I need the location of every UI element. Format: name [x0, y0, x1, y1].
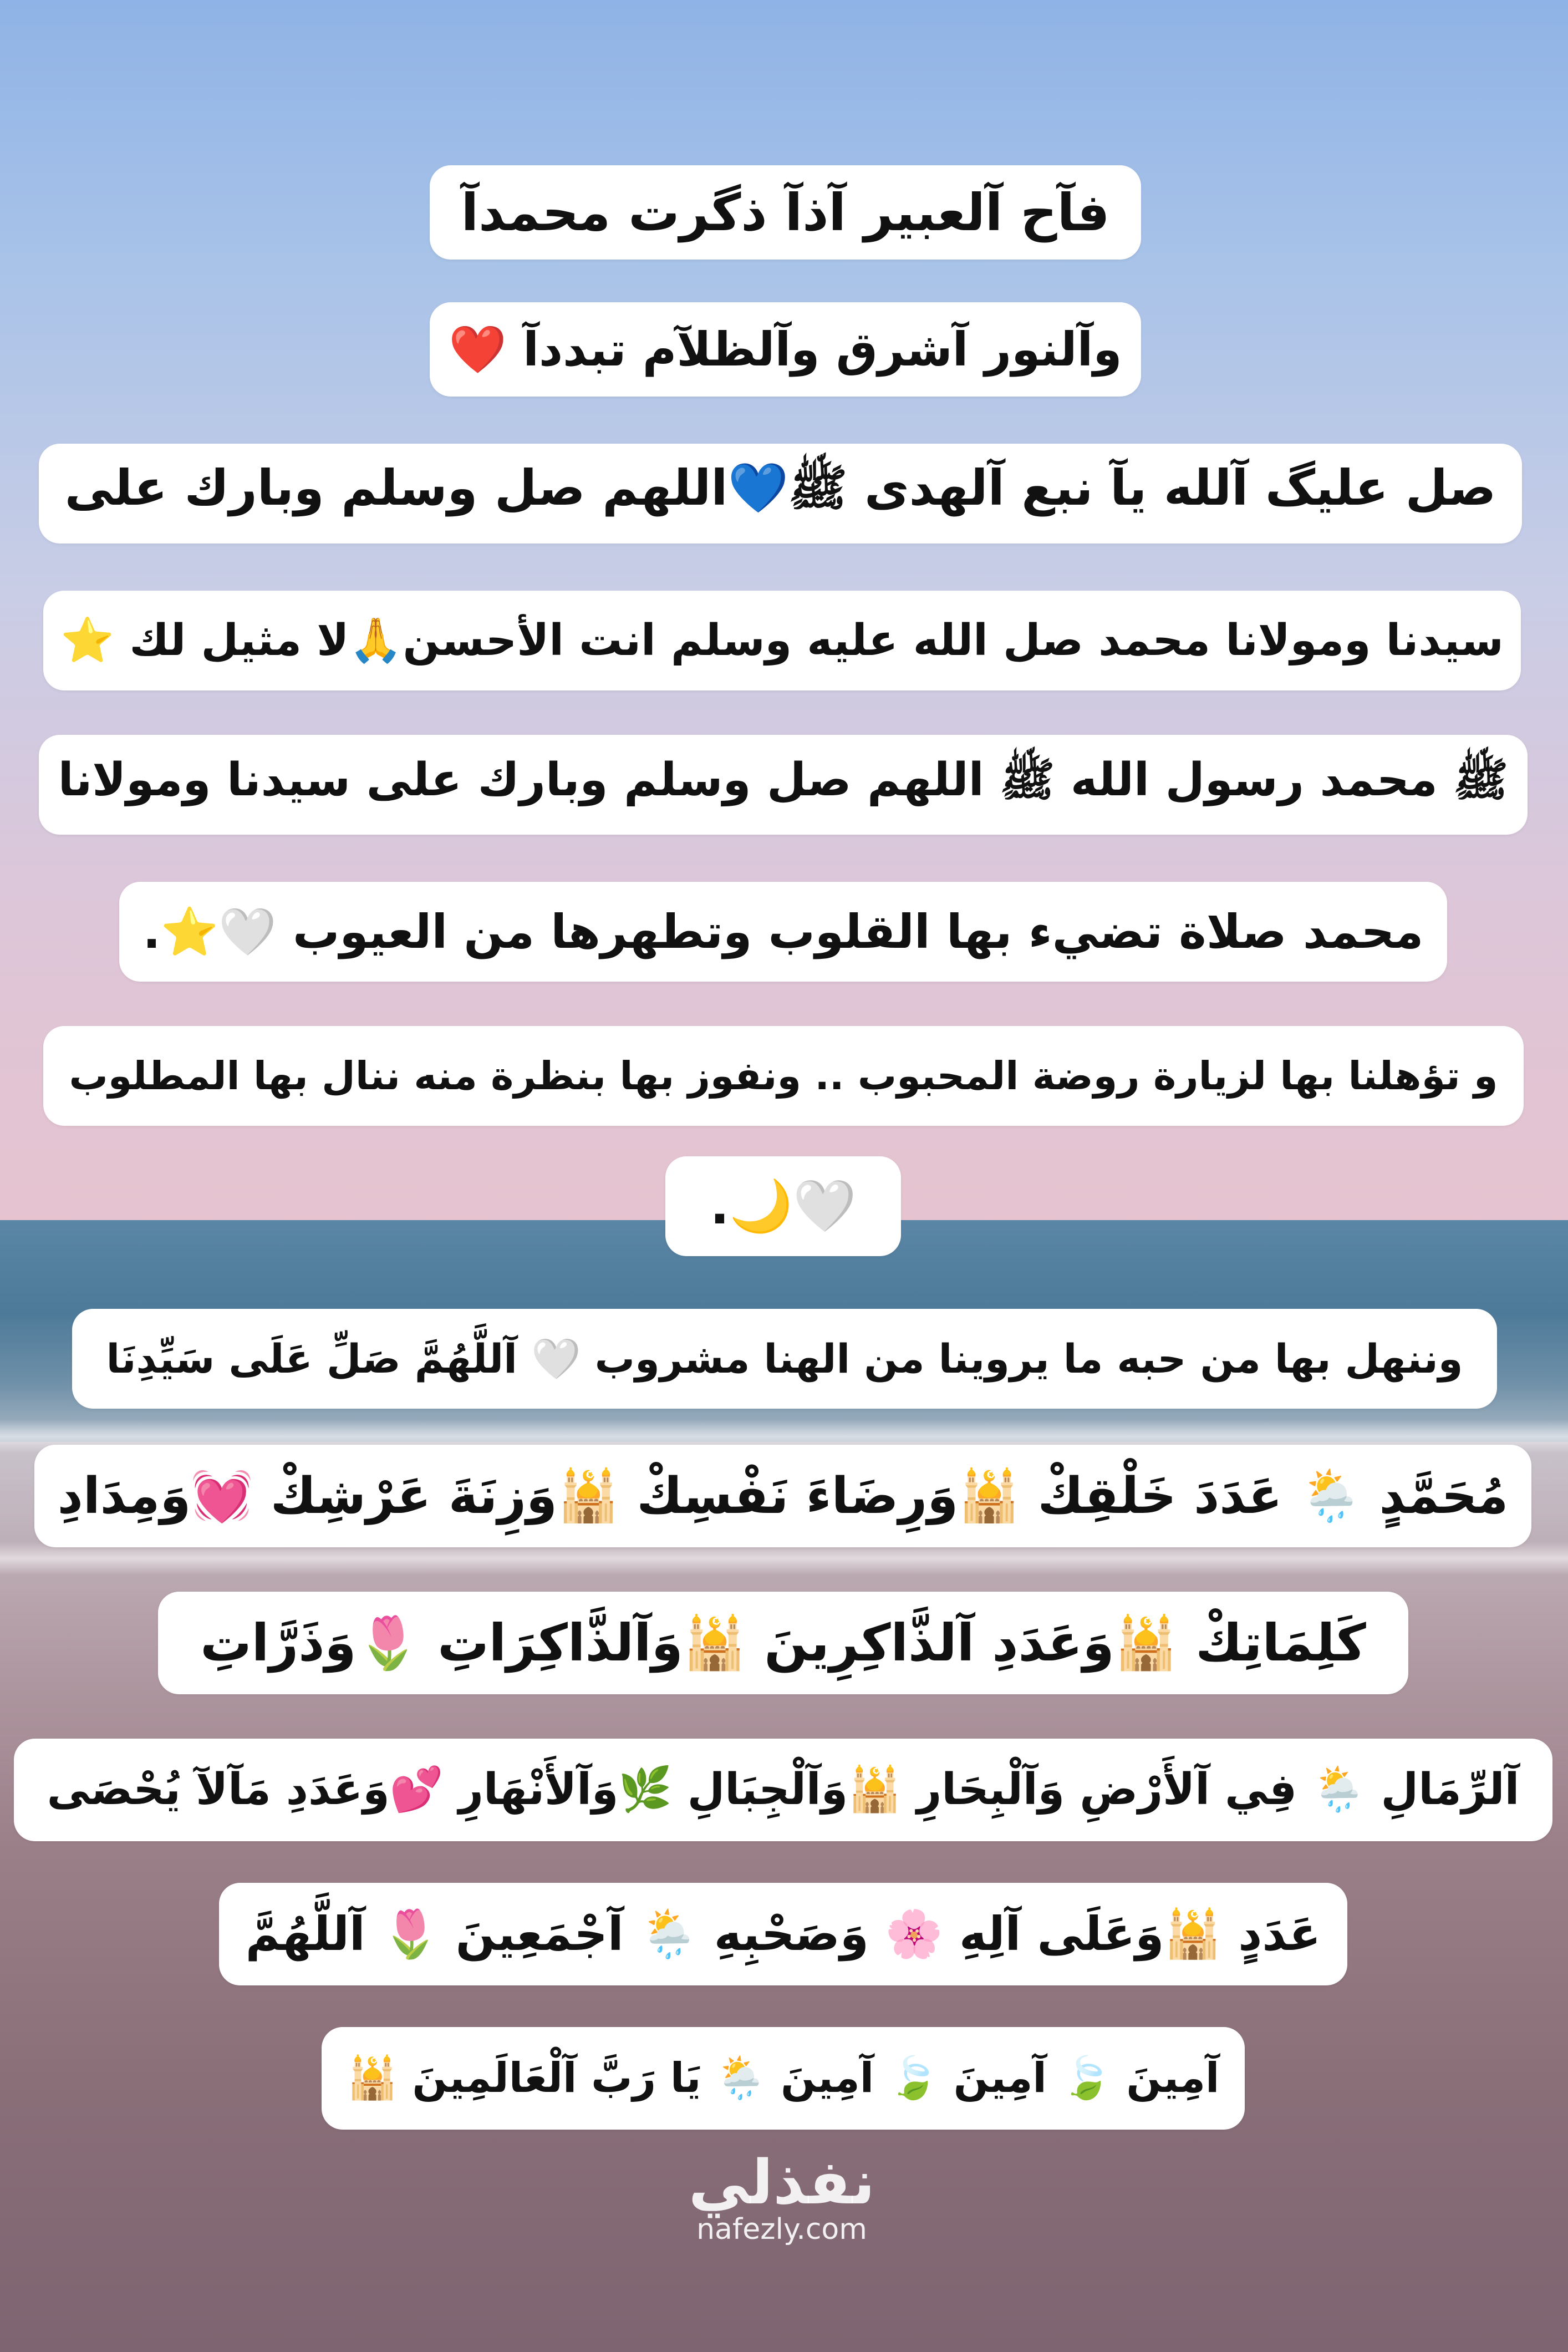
line-text: و تؤهلنا بها لزيارة روضة المحبوب .. ونفوز بها بنظرة منه ننال بها المطلوب [69, 1053, 1498, 1099]
line-text: وننهل بها من حبه ما يروينا من الهنا مشروب 🤍 آللَّهُمَّ صَلِّ عَلَى سَيِّدِنَا [106, 1335, 1463, 1382]
text-line-11 [158, 1592, 1408, 1694]
line-text: محمد صلاة تضيء بها القلوب وتطهرها من العيوب 🤍⭐️. [142, 904, 1424, 959]
line-text: كَلِمَاتِكْ 🕌وَعَدَدِ آلذَّاكِرِينَ 🕌وَآلذَّاكِرَاتِ 🌷وَذَرَّاتِ [200, 1613, 1366, 1673]
logo-arabic-text: نفذلي [688, 2147, 875, 2218]
text-line-4 [43, 591, 1521, 690]
line-text: ﷺ محمد رسول الله ﷺ اللهم صل وسلم وبارك على سيدنا ومولانا [58, 753, 1509, 806]
line-text: فآح آلعبير آذآ ذگرت محمدآ [461, 182, 1110, 242]
text-line-14 [322, 2027, 1245, 2130]
line-text: 🤍🌙. [710, 1176, 857, 1236]
text-line-8 [665, 1156, 901, 1256]
line-text: سيدنا ومولانا محمد صل الله عليه وسلم انت الأحسن🙏لا مثيل لك ⭐️ [60, 615, 1504, 666]
text-line-2 [430, 302, 1141, 397]
text-line-12 [14, 1739, 1552, 1841]
text-line-5 [39, 735, 1528, 835]
line-text: آلرِّمَالِ 🌦️ فِي آلأَرْضِ وَآلْبِحَارِ 🕌وَآلْجِبَالِ 🌿وَآلأَنْهَارِ 💕وَعَدَدِ مَآلآ يُحْصَى [47, 1765, 1520, 1815]
text-line-6 [119, 882, 1447, 982]
line-text: وآلنور آشرق وآلظلآم تبددآ ❤️ [449, 322, 1122, 377]
nafezly-logo [671, 2147, 893, 2246]
text-line-13 [219, 1883, 1347, 1985]
text-line-7 [43, 1026, 1524, 1126]
logo-url-text: nafezly.com [696, 2213, 867, 2246]
text-line-1 [430, 165, 1141, 260]
text-line-9 [72, 1309, 1497, 1409]
line-text: صل عليگ آلله يآ نبع آلهدى ﷺ💙اللهم صل وسلم وبارك على [64, 459, 1496, 516]
text-line-10 [34, 1445, 1531, 1547]
text-line-3 [39, 444, 1522, 543]
line-text: عَدَدٍ 🕌وَعَلَى آلِهِ 🌸 وَصَحْبِهِ 🌦️ آجْمَعِينَ 🌷 آللَّهُمَّ [245, 1907, 1321, 1961]
line-text: آمِينَ 🍃 آمِينَ 🍃 آمِينَ 🌦️ يَا رَبَّ آلْعَالَمِينَ 🕌 [347, 2054, 1220, 2102]
line-text: مُحَمَّدٍ 🌦️ عَدَدَ خَلْقِكْ 🕌وَرِضَاءَ نَفْسِكْ 🕌وَزِنَةَ عَرْشِكْ 💓وَمِدَادِ [57, 1467, 1509, 1525]
